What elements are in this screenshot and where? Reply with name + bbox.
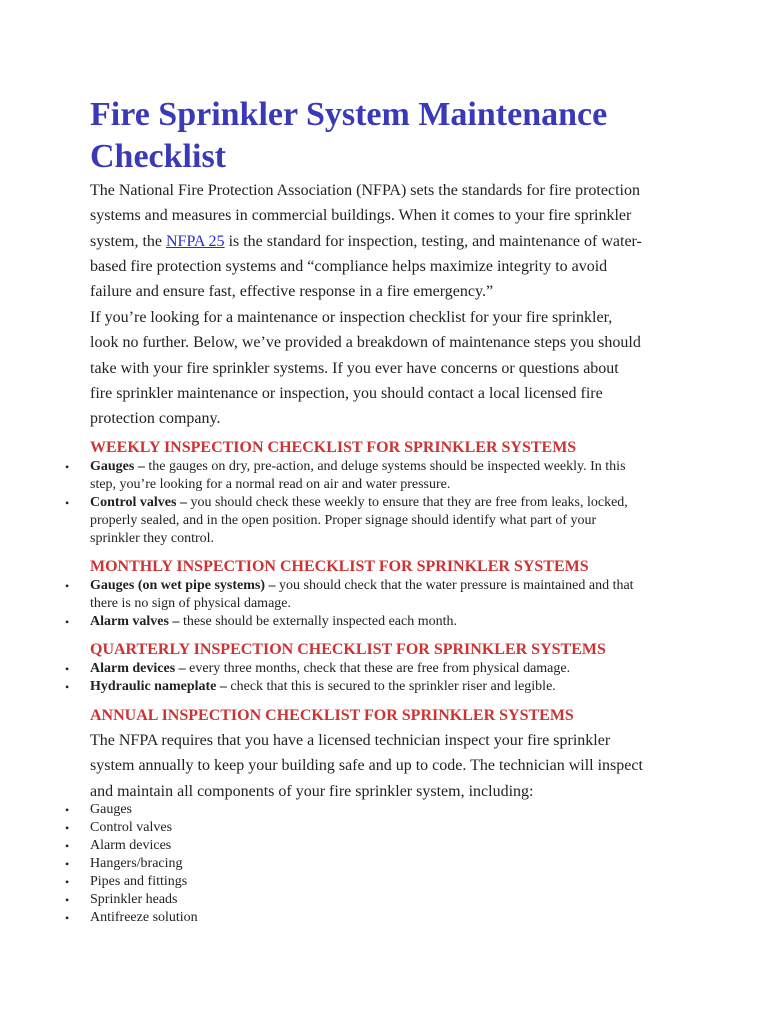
page-title: Fire Sprinkler System Maintenance Checklist [90,96,608,175]
monthly-list [0,577,700,631]
weekly-list [0,458,700,548]
list-item: • Alarm devices [65,838,172,853]
list-item-gauges-wet-pipe: • Gauges (on wet pipe systems) – you should check that the water pressure is maintained and that there is no sign of physical damage. [65,578,634,611]
list-item: • Antifreeze solution [65,910,198,925]
monthly-heading: MONTHLY INSPECTION CHECKLIST FOR SPRINKLER SYSTEMS [90,558,589,575]
intro-paragraph-nfpa: The National Fire Protection Association (NFPA) sets the standards for fire protection systems and measures in commercial buildings. When it comes to your fire sprinkler system, the NFPA 25 is the standard for inspection, testing, and maintenance of water- based fire protection systems and “compliance helps maximize integrity to avoid failure and ensure fast, effective response in a fire emergency.” [90,182,642,301]
list-item: • Control valves [65,820,173,835]
bullet-icon: • [65,893,70,907]
bullet-icon: • [65,803,70,817]
bullet-icon: • [65,911,70,925]
bullet-icon: • [65,875,70,889]
list-item-hydraulic-nameplate: • Hydraulic nameplate – check that this is secured to the sprinkler riser and legible. [65,679,556,694]
list-item-control-valves: • Control valves – you should check these weekly to ensure that they are free from leaks, locked, properly sealed, and in the open position. Proper signage should identify what part of your sprinkler they control. [65,495,628,546]
list-item: • Gauges [65,802,132,817]
annual-components-list [0,801,700,927]
bullet-icon: • [65,662,70,676]
quarterly-heading: QUARTERLY INSPECTION CHECKLIST FOR SPRINKLER SYSTEMS [90,641,606,658]
bullet-icon: • [65,460,70,474]
bullet-icon: • [65,839,70,853]
list-item-gauges: • Gauges – the gauges on dry, pre-action, and deluge systems should be inspected weekly. In this step, you’re looking for a normal read on air and water pressure. [65,459,626,492]
quarterly-list [0,660,700,696]
list-item-alarm-valves: • Alarm valves – these should be externally inspected each month. [65,614,458,629]
bullet-icon: • [65,821,70,835]
bullet-icon: • [65,680,70,694]
bullet-icon: • [65,857,70,871]
annual-paragraph: The NFPA requires that you have a licensed technician inspect your fire sprinkler system annually to keep your building safe and up to code. The technician will inspect and maintain all components of your fire sprinkler system, including: [90,732,643,800]
nfpa-25-link[interactable]: NFPA 25 [166,232,225,250]
intro-paragraph-checklist: If you’re looking for a maintenance or inspection checklist for your fire sprinkler, look no further. Below, we’ve provided a breakdown of maintenance steps you should take with your fire sprinkler systems. If you ever have concerns or questions about fire sprinkler maintenance or inspection, you should contact a local licensed fire protection company. [90,309,641,428]
bullet-icon: • [65,615,70,629]
bullet-icon: • [65,579,70,593]
list-item: • Hangers/bracing [65,856,183,871]
annual-heading: ANNUAL INSPECTION CHECKLIST FOR SPRINKLER SYSTEMS [90,707,574,724]
weekly-heading: WEEKLY INSPECTION CHECKLIST FOR SPRINKLER SYSTEMS [90,439,577,456]
list-item: • Sprinkler heads [65,892,178,907]
list-item-alarm-devices: • Alarm devices – every three months, check that these are free from physical damage. [65,661,571,676]
list-item: • Pipes and fittings [65,874,188,889]
bullet-icon: • [65,496,70,510]
